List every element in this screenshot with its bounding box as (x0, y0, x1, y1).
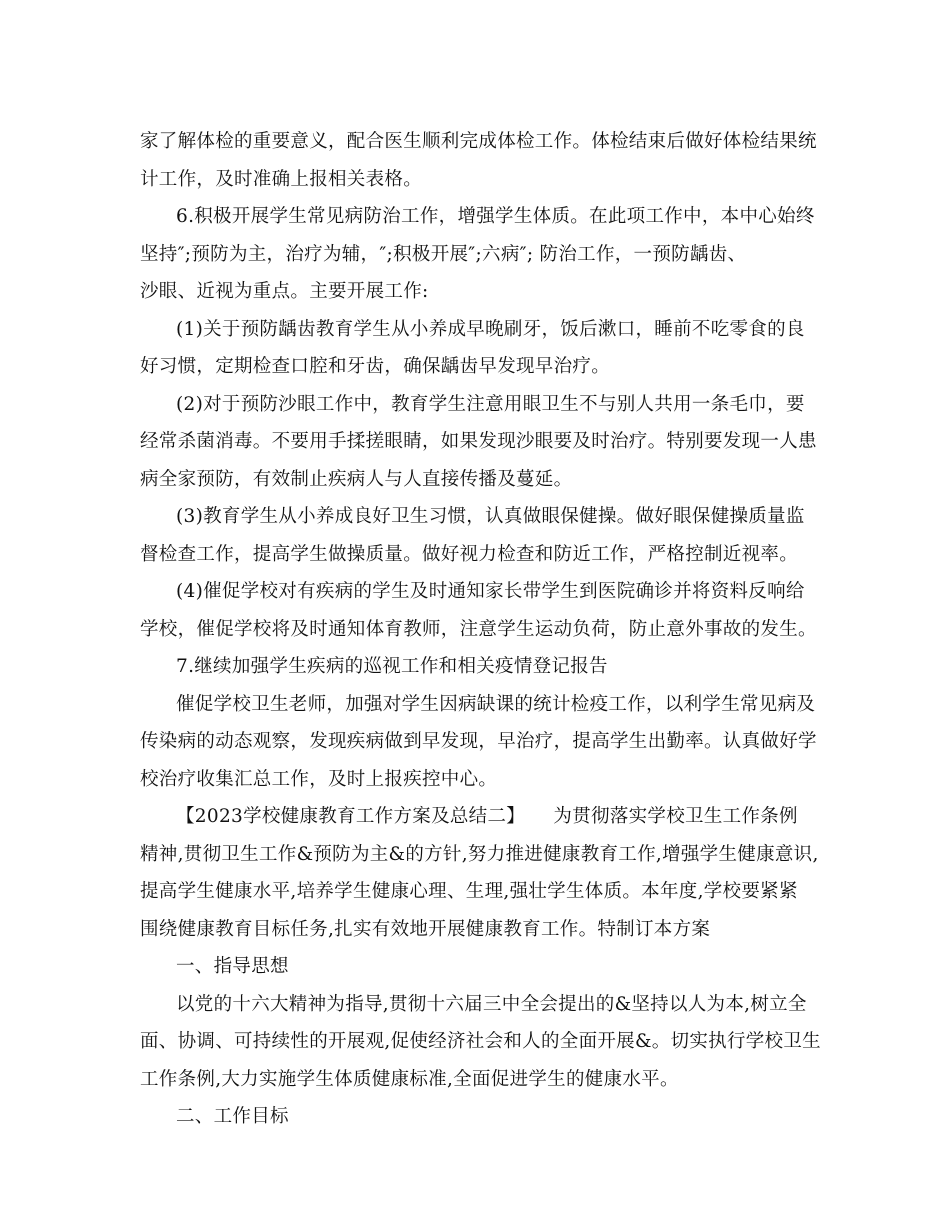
text-line: 6.积极开展学生常见病防治工作，增强学生体质。在此项工作中，本中心始终 (176, 206, 815, 227)
text-line: (4)催促学校对有疾病的学生及时通知家长带学生到医院确诊并将资料反响给 (176, 581, 805, 602)
text-line: 学校，催促学校将及时通知体育教师，注意学生运动负荷，防止意外事故的发生。 (140, 619, 817, 640)
text-line: 工作条例,大力实施学生体质健康标准,全面促进学生的健康水平。 (140, 1069, 679, 1090)
section-heading: 二、工作目标 (176, 1106, 289, 1127)
text-line: 好习惯，定期检查口腔和牙齿，确保龋齿早发现早治疗。 (140, 356, 611, 377)
text-line: (1)关于预防龋齿教育学生从小养成早晚刷牙，饭后漱口，睡前不吃零食的良 (176, 319, 805, 340)
text-line: (3)教育学生从小养成良好卫生习惯，认真做眼保健操。做好眼保健操质量监 (176, 506, 805, 527)
text-line: 校治疗收集汇总工作，及时上报疾控中心。 (140, 769, 498, 790)
text-line: 计工作，及时准确上报相关表格。 (140, 169, 423, 190)
text-line: 催促学校卫生老师，加强对学生因病缺课的统计检疫工作，以利学生常见病及 (176, 694, 816, 715)
text-line: 督检查工作，提高学生做操质量。做好视力检查和防近工作，严格控制近视率。 (140, 544, 799, 565)
text-line: 经常杀菌消毒。不要用手揉搓眼睛，如果发现沙眼要及时治疗。特别要发现一人患 (140, 431, 817, 452)
text-line: 家了解体检的重要意义，配合医生顺利完成体检工作。体检结束后做好体检结果统 (140, 131, 817, 152)
text-line: 以党的十六大精神为指导,贯彻十六届三中全会提出的&坚持以人为本,树立全 (176, 994, 807, 1015)
text-line: 沙眼、近视为重点。主要开展工作: (140, 281, 429, 302)
text-line: 坚持″;预防为主，治疗为辅，″;积极开展″;六病″; 防治工作，一预防龋齿、 (140, 244, 747, 265)
text-line: 提高学生健康水平,培养学生健康心理、生理,强壮学生体质。本年度,学校要紧紧 (140, 881, 798, 902)
text-line: 精神,贯彻卫生工作&预防为主&的方针,努力推进健康教育工作,增强学生健康意识, (140, 844, 819, 865)
text-line: 【2023学校健康教育工作方案及总结二】 为贯彻落实学校卫生工作条例 (176, 806, 798, 827)
text-line: 病全家预防，有效制止疾病人与人直接传播及蔓延。 (140, 469, 573, 490)
text-line: 围绕健康教育目标任务,扎实有效地开展健康教育工作。特制订本方案 (140, 919, 711, 940)
section-heading: 一、指导思想 (176, 956, 289, 977)
text-line: (2)对于预防沙眼工作中，教育学生注意用眼卫生不与别人共用一条毛巾，要 (176, 394, 805, 415)
text-line: 7.继续加强学生疾病的巡视工作和相关疫情登记报告 (176, 656, 608, 677)
text-line: 面、协调、可持续性的开展观,促使经济社会和人的全面开展&。切实执行学校卫生 (140, 1031, 821, 1052)
text-line: 传染病的动态观察，发现疾病做到早发现，早治疗，提高学生出勤率。认真做好学 (140, 731, 817, 752)
